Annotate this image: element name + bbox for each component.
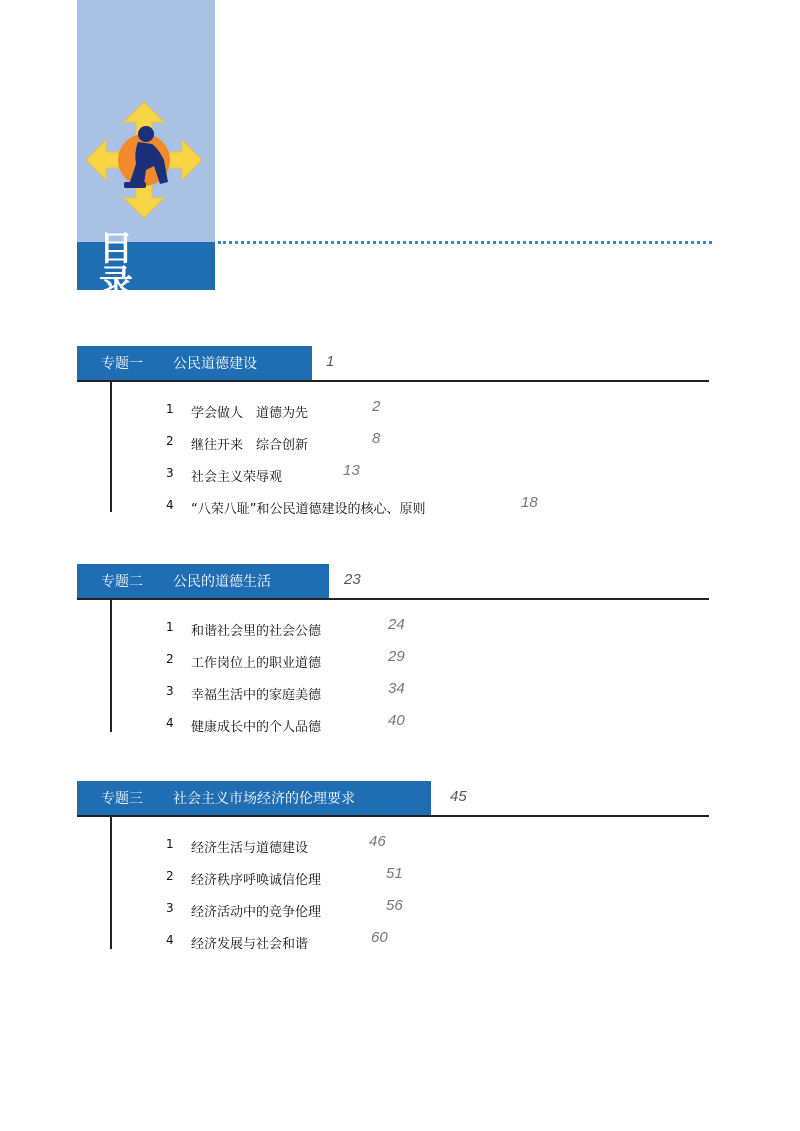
section-page-number[interactable]: 45 — [450, 788, 467, 805]
toc-entry[interactable] — [0, 929, 800, 953]
entry-title: 健康成长中的个人品德 — [191, 720, 322, 735]
entry-number: 3 — [166, 901, 174, 915]
entry-page: 51 — [386, 865, 403, 882]
section-label: 专题一 — [101, 356, 143, 372]
section-page-number[interactable]: 1 — [326, 353, 335, 370]
entry-title: 继往开来 综合创新 — [191, 438, 309, 453]
entry-number: 2 — [166, 869, 174, 883]
section-title: 社会主义市场经济的伦理要求 — [173, 791, 355, 807]
toc-entry[interactable] — [0, 648, 800, 672]
entry-number: 1 — [166, 837, 174, 851]
section-label: 专题三 — [101, 791, 143, 807]
section-tab[interactable] — [77, 346, 312, 380]
entry-page: 56 — [386, 897, 403, 914]
entry-title: 幸福生活中的家庭美德 — [191, 688, 322, 703]
toc-entry[interactable] — [0, 712, 800, 736]
toc-entry[interactable] — [0, 616, 800, 640]
section-rule — [77, 815, 709, 817]
entry-number: 4 — [166, 933, 174, 947]
toc-entry[interactable] — [0, 398, 800, 422]
entry-title: 社会主义荣辱观 — [191, 470, 283, 485]
entry-number: 3 — [166, 684, 174, 698]
section-title: 公民道德建设 — [173, 356, 257, 372]
entry-page: 8 — [372, 430, 381, 447]
toc-entry[interactable] — [0, 430, 800, 454]
entry-page: 40 — [388, 712, 405, 729]
toc-entry[interactable] — [0, 494, 800, 518]
toc-entry[interactable] — [0, 462, 800, 486]
page-title: 目 录 — [99, 229, 155, 303]
entry-page: 13 — [343, 462, 360, 479]
entry-title: 经济生活与道德建设 — [191, 841, 309, 856]
entry-number: 1 — [166, 620, 174, 634]
entry-number: 3 — [166, 466, 174, 480]
entry-page: 2 — [372, 398, 381, 415]
page-title-box — [77, 229, 215, 303]
section-rule — [77, 380, 709, 382]
section-page-number[interactable]: 23 — [344, 571, 361, 588]
entry-page: 60 — [371, 929, 388, 946]
entry-page: 24 — [388, 616, 405, 633]
entry-page: 18 — [521, 494, 538, 511]
entry-title: 经济活动中的竞争伦理 — [191, 905, 322, 920]
section-label: 专题二 — [101, 574, 143, 590]
compass-figure-icon — [84, 100, 204, 220]
section-tab[interactable] — [77, 564, 329, 598]
toc-entry[interactable] — [0, 897, 800, 921]
entry-title: 经济秩序呼唤诚信伦理 — [191, 873, 322, 888]
entry-number: 2 — [166, 434, 174, 448]
section-title: 公民的道德生活 — [173, 574, 271, 590]
entry-title: “八荣八耻”和公民道德建设的核心、原则 — [191, 502, 426, 517]
entry-page: 46 — [369, 833, 386, 850]
dotted-divider — [218, 241, 712, 244]
entry-number: 2 — [166, 652, 174, 666]
toc-entry[interactable] — [0, 865, 800, 889]
entry-title: 学会做人 道德为先 — [191, 406, 309, 421]
entry-title: 和谐社会里的社会公德 — [191, 624, 322, 639]
toc-entry[interactable] — [0, 833, 800, 857]
section-rule — [77, 598, 709, 600]
entry-number: 4 — [166, 498, 174, 512]
entry-page: 29 — [388, 648, 405, 665]
entry-number: 4 — [166, 716, 174, 730]
entry-title: 工作岗位上的职业道德 — [191, 656, 322, 671]
entry-page: 34 — [388, 680, 405, 697]
entry-number: 1 — [166, 402, 174, 416]
section-tab[interactable] — [77, 781, 431, 815]
toc-entry[interactable] — [0, 680, 800, 704]
entry-title: 经济发展与社会和谐 — [191, 937, 309, 952]
